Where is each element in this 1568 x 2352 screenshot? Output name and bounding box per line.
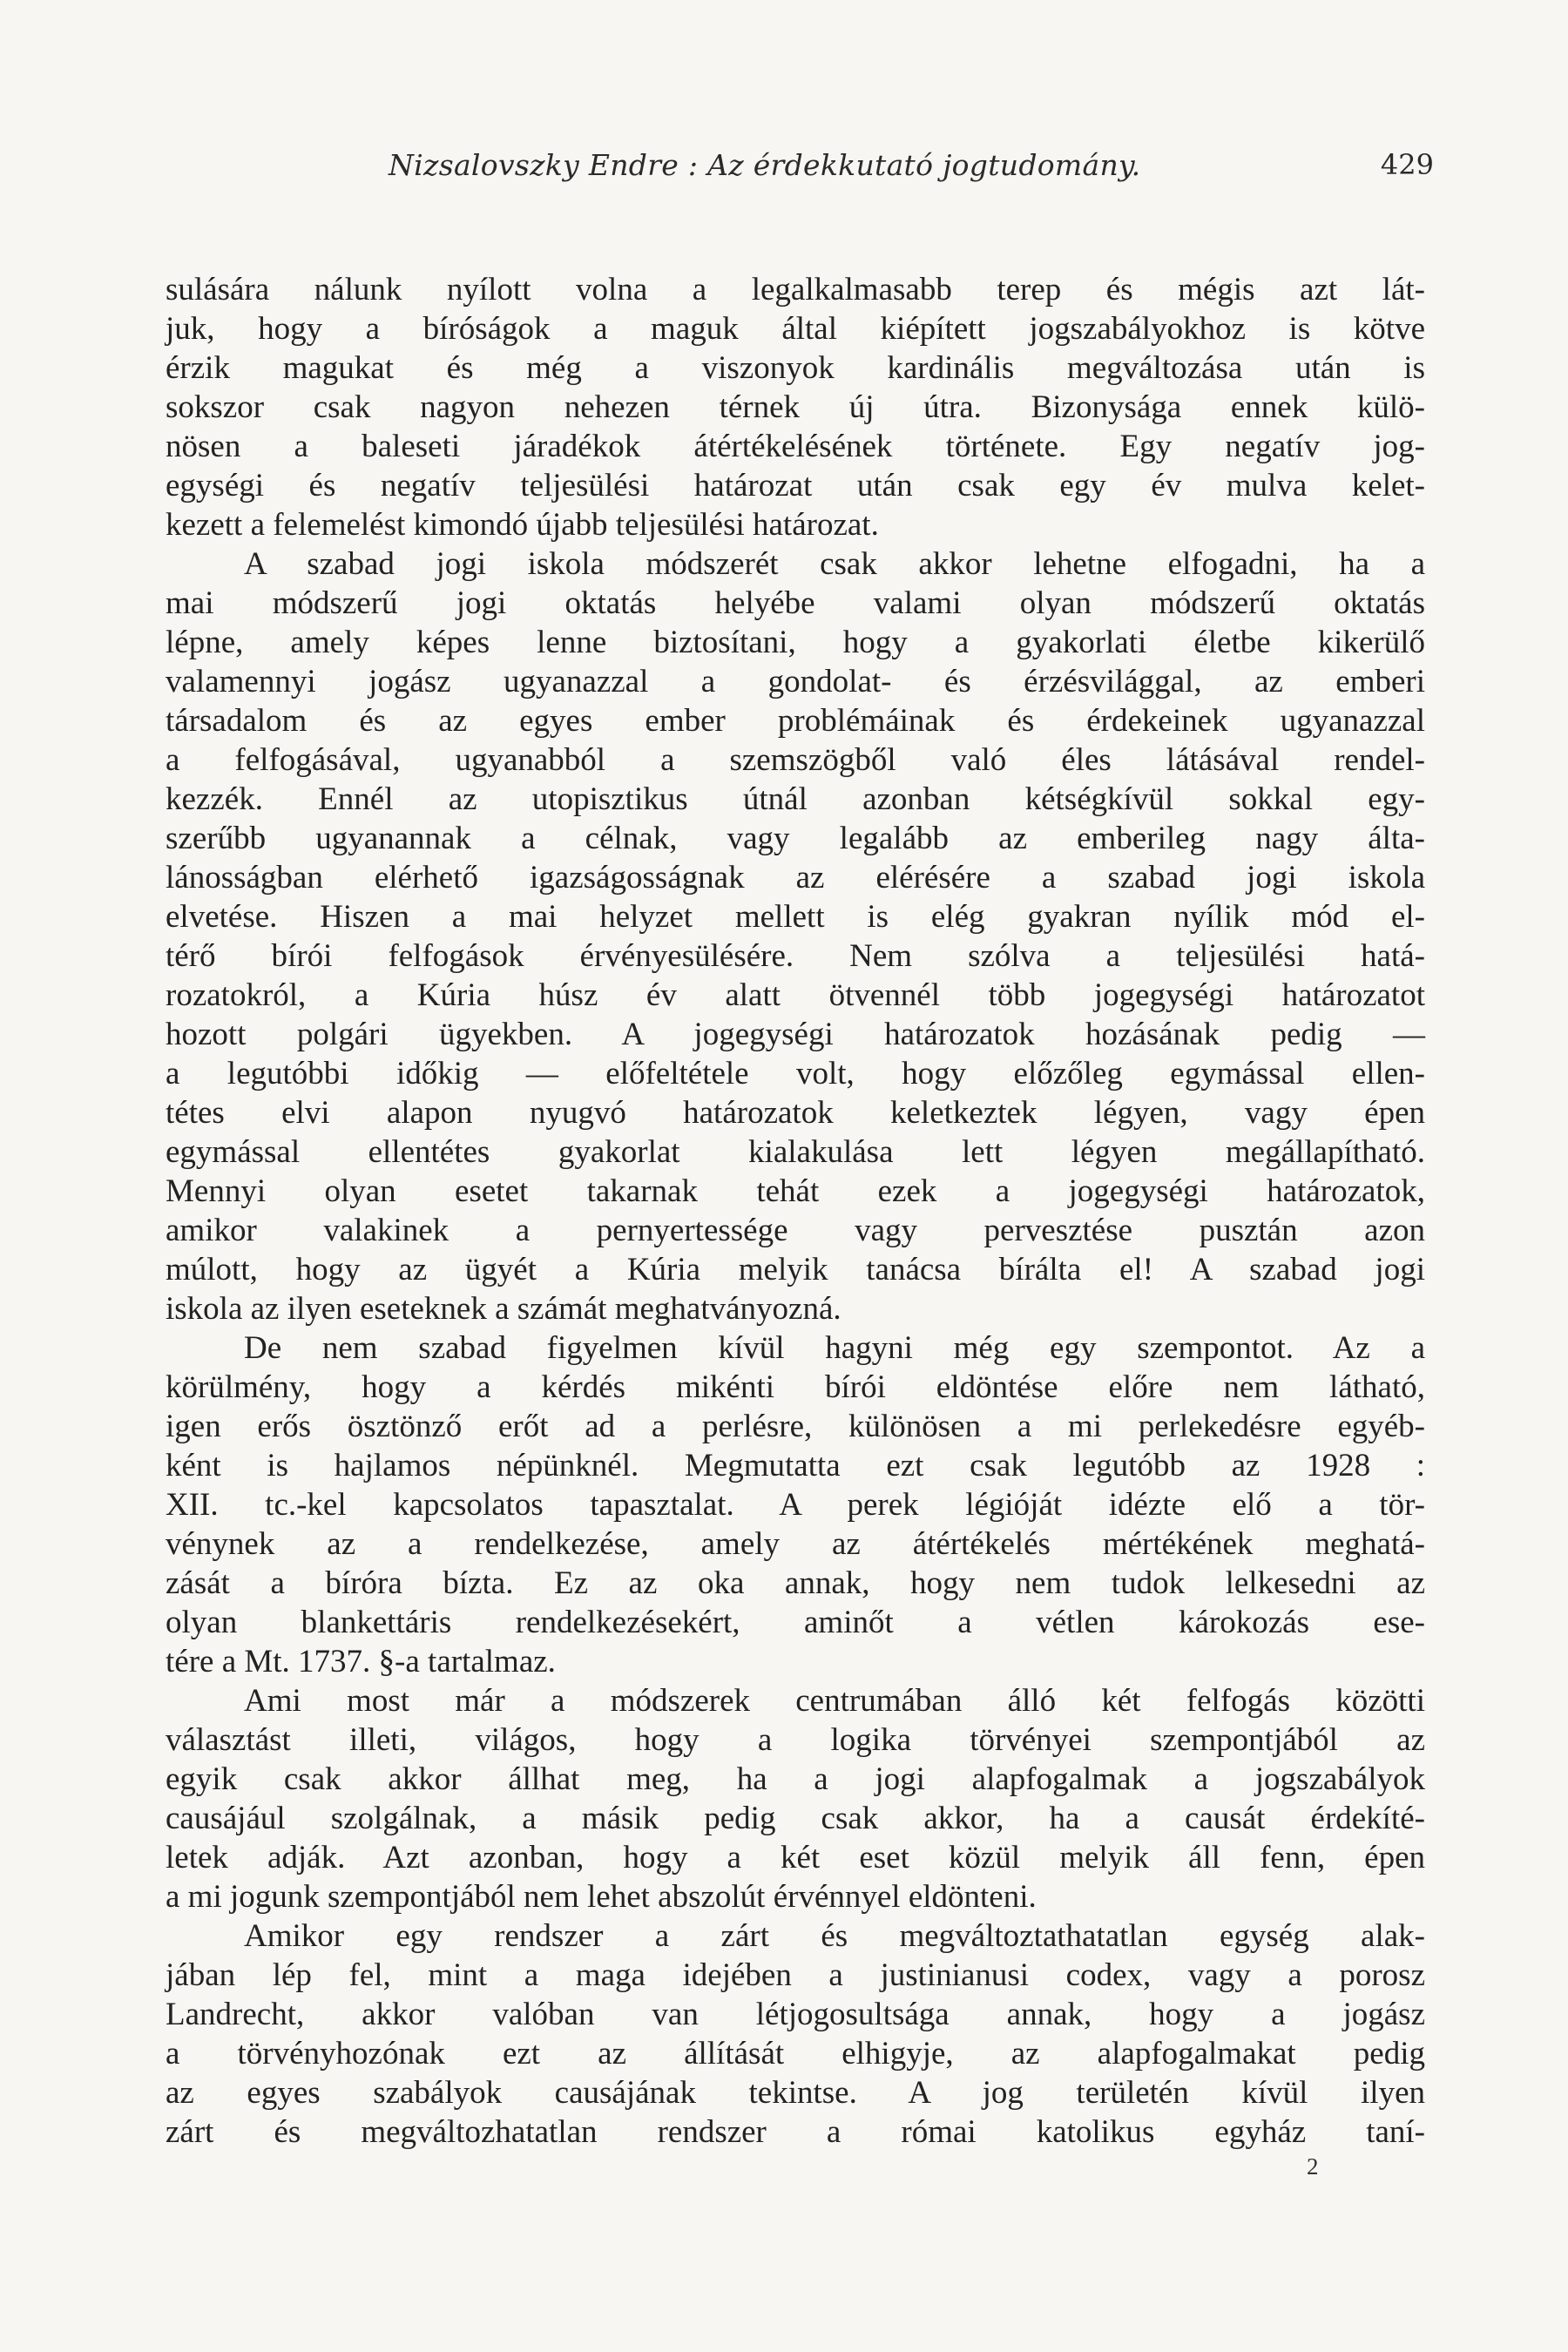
text-line: körülmény, hogy a kérdés mikénti bírói eldöntése előre nem látható, xyxy=(166,1369,1425,1405)
text-line: hozott polgári ügyekben. A jogegységi határozatok hozásának pedig — xyxy=(166,1017,1425,1052)
text-line: valamennyi jogász ugyanazzal a gondolat- és érzésvilággal, az emberi xyxy=(166,664,1425,700)
signature-mark: 2 xyxy=(1307,2153,1319,2180)
text-line: De nem szabad figyelmen kívül hagyni még egy szempontot. Az a xyxy=(244,1330,1425,1366)
text-line: lánosságban elérhető igazságosságnak az elérésére a szabad jogi iskola xyxy=(166,860,1425,896)
body-text xyxy=(166,270,1425,2152)
text-line: mai módszerű jogi oktatás helyébe valami olyan módszerű oktatás xyxy=(166,585,1425,621)
text-line: tétes elvi alapon nyugvó határozatok keletkeztek légyen, vagy épen xyxy=(166,1095,1425,1131)
text-line: ként is hajlamos népünknél. Megmutatta ezt csak legutóbb az 1928 : xyxy=(166,1448,1425,1484)
text-line: a mi jogunk szempontjából nem lehet abszolút érvénnyel eldönteni. xyxy=(166,1879,1037,1915)
text-line: zárt és megváltozhatatlan rendszer a római katolikus egyház taní- xyxy=(166,2114,1425,2150)
running-title: Nizsalovszky Endre : Az érdekkutató jogtudomány. xyxy=(389,148,1141,182)
text-line: amikor valakinek a pernyertessége vagy pervesztése pusztán azon xyxy=(166,1213,1425,1248)
text-line: választást illeti, világos, hogy a logika törvényei szempontjából az xyxy=(166,1722,1425,1758)
text-line: zását a bíróra bízta. Ez az oka annak, hogy nem tudok lelkesedni az xyxy=(166,1565,1425,1601)
text-line: Mennyi olyan esetet takarnak tehát ezek a jogegységi határozatok, xyxy=(166,1173,1425,1209)
text-line: tére a Mt. 1737. §-a tartalmaz. xyxy=(166,1644,556,1680)
text-line: térő bírói felfogások érvényesülésére. Nem szólva a teljesülési hatá- xyxy=(166,938,1425,974)
text-line: causájául szolgálnak, a másik pedig csak akkor, ha a causát érdekíté- xyxy=(166,1801,1425,1836)
running-header xyxy=(389,148,1434,192)
text-line: nösen a baleseti járadékok átértékelésének története. Egy negatív jog- xyxy=(166,429,1425,464)
text-line: a törvényhozónak ezt az állítását elhigyje, az alapfogalmakat pedig xyxy=(166,2036,1425,2072)
text-line: lépne, amely képes lenne biztosítani, hogy a gyakorlati életbe kikerülő xyxy=(166,625,1425,660)
text-line: múlott, hogy az ügyét a Kúria melyik tanácsa bírálta el! A szabad jogi xyxy=(166,1252,1425,1288)
text-line: egymással ellentétes gyakorlat kialakulása lett légyen megállapítható. xyxy=(166,1134,1425,1170)
text-line: társadalom és az egyes ember problémáinak és érdekeinek ugyanazzal xyxy=(166,703,1425,739)
text-line: A szabad jogi iskola módszerét csak akkor lehetne elfogadni, ha a xyxy=(244,546,1425,582)
text-line: szerűbb ugyanannak a célnak, vagy legalább az emberileg nagy álta- xyxy=(166,821,1425,856)
text-line: iskola az ilyen eseteknek a számát meghatványozná. xyxy=(166,1291,841,1327)
text-line: érzik magukat és még a viszonyok kardinális megváltozása után is xyxy=(166,350,1425,386)
text-line: elvetése. Hiszen a mai helyzet mellett is elég gyakran nyílik mód el- xyxy=(166,899,1425,935)
text-line: vénynek az a rendelkezése, amely az átértékelés mértékének meghatá- xyxy=(166,1526,1425,1562)
text-line: igen erős ösztönző erőt ad a perlésre, különösen a mi perlekedésre egyéb- xyxy=(166,1409,1425,1444)
text-line: a legutóbbi időkig — előfeltétele volt, hogy előzőleg egymással ellen- xyxy=(166,1056,1425,1092)
text-line: XII. tc.-kel kapcsolatos tapasztalat. A perek légióját idézte elő a tör- xyxy=(166,1487,1425,1523)
text-line: a felfogásával, ugyanabból a szemszögből való éles látásával rendel- xyxy=(166,742,1425,778)
text-line: sulására nálunk nyílott volna a legalkalmasabb terep és mégis azt lát- xyxy=(166,272,1425,308)
text-line: kezett a felemelést kimondó újabb teljesülési határozat. xyxy=(166,507,879,543)
text-line: jában lép fel, mint a maga idejében a justinianusi codex, vagy a porosz xyxy=(166,1957,1425,1993)
text-line: az egyes szabályok causájának tekintse. A jog területén kívül ilyen xyxy=(166,2075,1425,2111)
text-line: juk, hogy a bíróságok a maguk által kiépített jogszabályokhoz is kötve xyxy=(166,311,1425,347)
text-line: sokszor csak nagyon nehezen térnek új útra. Bizonysága ennek külö- xyxy=(166,389,1425,425)
text-line: letek adják. Azt azonban, hogy a két eset közül melyik áll fenn, épen xyxy=(166,1840,1425,1876)
text-line: Landrecht, akkor valóban van létjogosultsága annak, hogy a jogász xyxy=(166,1997,1425,2032)
text-line: egyik csak akkor állhat meg, ha a jogi alapfogalmak a jogszabályok xyxy=(166,1761,1425,1797)
text-line: Ami most már a módszerek centrumában álló két felfogás közötti xyxy=(244,1683,1425,1719)
text-line: olyan blankettáris rendelkezésekért, aminőt a vétlen károkozás ese- xyxy=(166,1605,1425,1640)
text-line: egységi és negatív teljesülési határozat után csak egy év mulva kelet- xyxy=(166,468,1425,504)
page-number: 429 xyxy=(1380,148,1434,181)
text-line: Amikor egy rendszer a zárt és megváltoztathatatlan egység alak- xyxy=(244,1918,1425,1954)
text-line: kezzék. Ennél az utopisztikus útnál azonban kétségkívül sokkal egy- xyxy=(166,781,1425,817)
text-line: rozatokról, a Kúria húsz év alatt ötvennél több jogegységi határozatot xyxy=(166,977,1425,1013)
